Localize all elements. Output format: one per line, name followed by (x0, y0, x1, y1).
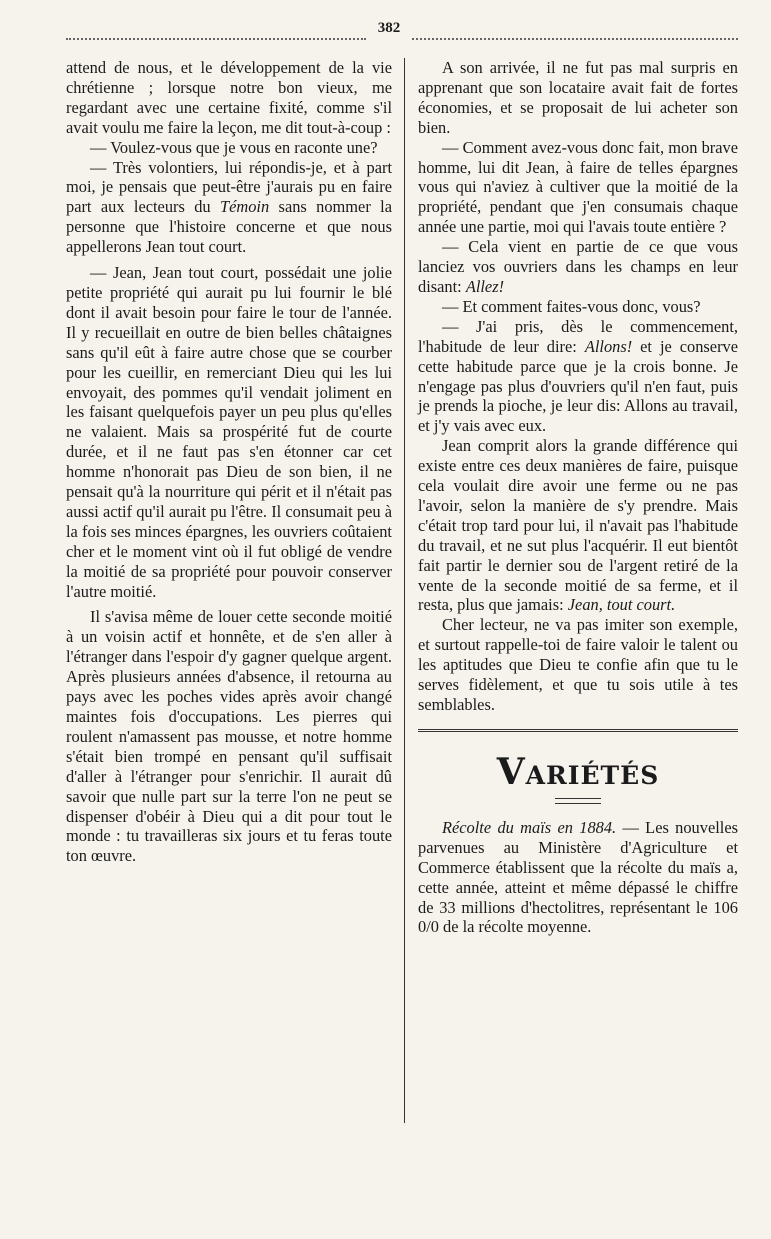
text-run: Jean comprit alors la grande différence qui existe entre ces deux manières de faire, puisque cela voulait dire avoir une ferme ou ne pas l'avoir, selon la manière de s'y prendre. Mais c'était trop tard pour lui, il n'avait pas l'habitude du travail, et ne sut plus l'acquérir. Il eut bientôt fait partir le dernier sou de l'argent retiré de la vente de la seconde moitié de sa ferme, et il resta, plus que jamais: (418, 436, 738, 615)
paragraph: Il s'avisa même de louer cette seconde moitié à un voisin actif et honnête, et de s'en aller à l'étranger dans l'espoir d'y gagner quelque argent. Après plusieurs années d'absence, il retourna au pays avec les poches vides après avoir changé maintes fois d'occupations. Les pierres qui roulent n'amassent pas mousse, et notre homme s'était bien trompé en pensant qu'il suffisait d'aller à l'étranger pour s'enrichir. Il aurait dû savoir que nulle part sur la terre l'on ne peut se dispenser d'obéir à Dieu qui a dit pour tout le monde : tu travailleras six jours et tu feras toute ton œuvre. (66, 607, 392, 866)
column-divider (404, 58, 405, 1123)
paragraph: attend de nous, et le développement de la vie chrétienne ; lorsque notre bon vieux, me regardant avec une certaine fixité, comme s'il avait voulu me faire la leçon, me dit tout-à-coup : (66, 58, 392, 137)
text-run: et je conserve cette habitude parce que je la crois bonne. Je n'engage pas plus d'ouvriers qu'il n'en faut, puis je prends la pioche, je leur dis: Allons au travail, et j'y vais avec eux. (418, 336, 739, 436)
text-run: — Cela vient en partie de ce que vous lanciez vos ouvriers dans les champs en leur disant: (418, 237, 738, 296)
page-number: 382 (371, 20, 407, 37)
left-column (66, 58, 392, 866)
paragraph (418, 237, 738, 297)
section-title: Variétés (496, 750, 660, 793)
title-ornament (555, 798, 601, 804)
paragraph (66, 158, 392, 258)
section-rule (418, 729, 738, 732)
text-run: sans nommer la personne que l'histoire concerne et que nous appellerons Jean tout court. (66, 197, 392, 257)
paragraph: A son arrivée, il ne fut pas mal surpris en apprenant que son locataire avait fait de fortes économies, et se proposait de lui acheter son bien. (418, 58, 738, 137)
text-run: — J'ai pris, dès le commencement, l'habitude de leur dire: (418, 316, 738, 356)
right-column (418, 58, 738, 937)
paragraph: — Et comment faites-vous donc, vous? (442, 296, 701, 316)
text-run: — Très volontiers, lui répondis-je, et à part moi, je pensais que peut-être j'aurais pu en faire part aux lecteurs du (66, 157, 392, 217)
emphasis: Allons! (584, 336, 633, 356)
paragraph: Cher lecteur, ne va pas imiter son exemple, et surtout rappelle-toi de faire valoir le talent ou les aptitudes que Dieu te confie afin que tu le serves fidèlement, et que tu sois utile à tes semblables. (418, 615, 738, 714)
header-rule-right (412, 38, 738, 40)
news-heading: Récolte du maïs en 1884. (442, 817, 617, 837)
paragraph (418, 317, 738, 436)
journal-title: Témoin (220, 197, 270, 217)
text-run: — Les nouvelles parvenues au Ministère d'Agriculture et Commerce établissent que la récolte du maïs a, cette année, atteint et même dépassé le chiffre de 33 millions d'hectolitres, représentant le 106 0/0 de la récolte moyenne. (418, 817, 738, 937)
emphasis: Allez! (465, 276, 505, 296)
header-rule-left (66, 38, 366, 40)
paragraph (418, 818, 738, 937)
paragraph (418, 436, 738, 615)
paragraph: — Jean, Jean tout court, possédait une jolie petite propriété qui aurait pu lui fournir le blé dont il avait besoin pour faire le tour de l'année. Il y recueillait en outre de bien belles châtaignes sans qu'il eût à faire autre chose que se courber pour les cueillir, en remerciant Dieu qui les lui envoyait, des pommes qu'il vendait joliment en les faisant quelquefois payer un peu plus qu'elles ne valaient. Mais sa prospérité fut de courte durée, et il ne faut pas s'en étonner car cet homme n'honorait pas Dieu de son bien, il ne pensait qu'à la nourriture qui périt et il n'était pas aussi actif qu'il aurait pu l'être. Il consumait peu à la fois ses minces épargnes, les ouvriers coûtaient cher et le moment vint où il fut obligé de vendre la moitié de sa propriété pour pouvoir conserver l'autre moitié. (66, 263, 392, 601)
emphasis: Jean, tout court. (567, 595, 676, 615)
paragraph: — Voulez-vous que je vous en raconte une? (90, 137, 378, 157)
paragraph: — Comment avez-vous donc fait, mon brave homme, lui dit Jean, à faire de telles épargnes vous qui n'aviez à cultiver que la moitié de la propriété, pendant que j'en consumais chaque année une partie, moi qui l'avais toute entière ? (418, 137, 738, 237)
